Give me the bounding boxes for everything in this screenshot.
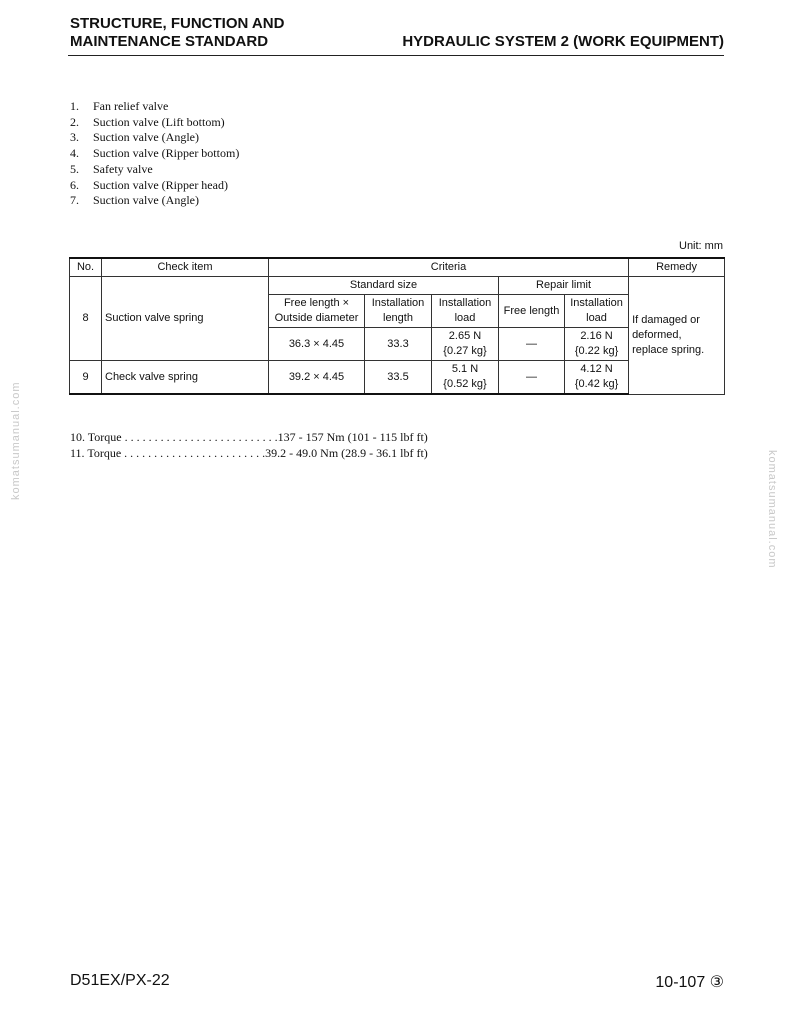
row-8-installation-load: 2.65 N {0.27 kg}	[432, 328, 499, 361]
list-item: 3. Suction valve (Angle)	[70, 130, 199, 145]
row-9-limit-free-length: —	[499, 361, 565, 395]
list-item: 5. Safety valve	[70, 161, 153, 176]
header-remedy: Remedy	[629, 258, 725, 277]
chapter-title: HYDRAULIC SYSTEM 2 (WORK EQUIPMENT)	[402, 33, 724, 50]
unit-label: Unit: mm	[679, 240, 723, 252]
parts-list	[70, 99, 239, 209]
torque-11: 11. Torque . . . . . . . . . . . . . . . . . . . . . . . .39.2 - 49.0 Nm (28.9 - 36.1 lbf ft)	[70, 446, 428, 460]
row-8-item: Suction valve spring	[102, 277, 269, 361]
spec-table	[69, 257, 725, 395]
header-no: No.	[70, 258, 102, 277]
watermark-left: komatsumanual.com	[10, 381, 22, 500]
section-title-line2: MAINTENANCE STANDARD	[70, 33, 269, 50]
footer-model: D51EX/PX-22	[70, 972, 170, 989]
header-standard-size: Standard size	[269, 277, 499, 295]
row-8-limit-free-length: —	[499, 328, 565, 361]
row-8-free-length-od: 36.3 × 4.45	[269, 328, 365, 361]
list-item: 4. Suction valve (Ripper bottom)	[70, 146, 240, 161]
header-free-length: Free length	[499, 295, 565, 328]
list-item: 7. Suction valve (Angle)	[70, 193, 199, 208]
remedy-cell: If damaged or deformed, replace spring.	[629, 277, 725, 395]
header-free-length-od: Free length × Outside diameter	[269, 295, 365, 328]
row-8-no: 8	[70, 277, 102, 361]
row-9-no: 9	[70, 361, 102, 395]
footer-page-number: 10-107 ③	[655, 974, 724, 991]
torque-10: 10. Torque . . . . . . . . . . . . . . . . . . . . . . . . . .137 - 157 Nm (101 - 115 lbf ft)	[70, 430, 428, 444]
header-check-item: Check item	[102, 258, 269, 277]
watermark-right: komatsumanual.com	[766, 450, 778, 569]
row-9-item: Check valve spring	[102, 361, 269, 395]
table-row	[70, 361, 725, 395]
row-9-installation-length: 33.5	[365, 361, 432, 395]
header-limit-installation-load: Installation load	[565, 295, 629, 328]
table-subheader-row	[70, 277, 725, 295]
row-9-free-length-od: 39.2 × 4.45	[269, 361, 365, 395]
header-installation-load: Installation load	[432, 295, 499, 328]
row-8-limit-installation-load: 2.16 N {0.22 kg}	[565, 328, 629, 361]
list-item: 1. Fan relief valve	[70, 99, 169, 113]
section-title-line1: STRUCTURE, FUNCTION AND	[70, 15, 285, 32]
page-header	[68, 15, 724, 56]
header-installation-length: Installation length	[365, 295, 432, 328]
list-item: 2. Suction valve (Lift bottom)	[70, 114, 225, 129]
section-title	[70, 15, 284, 51]
list-item: 6. Suction valve (Ripper head)	[70, 177, 228, 192]
header-repair-limit: Repair limit	[499, 277, 629, 295]
header-criteria: Criteria	[269, 258, 629, 277]
table-header-row	[70, 258, 725, 277]
row-9-limit-installation-load: 4.12 N {0.42 kg}	[565, 361, 629, 395]
row-8-installation-length: 33.3	[365, 328, 432, 361]
row-9-installation-load: 5.1 N {0.52 kg}	[432, 361, 499, 395]
